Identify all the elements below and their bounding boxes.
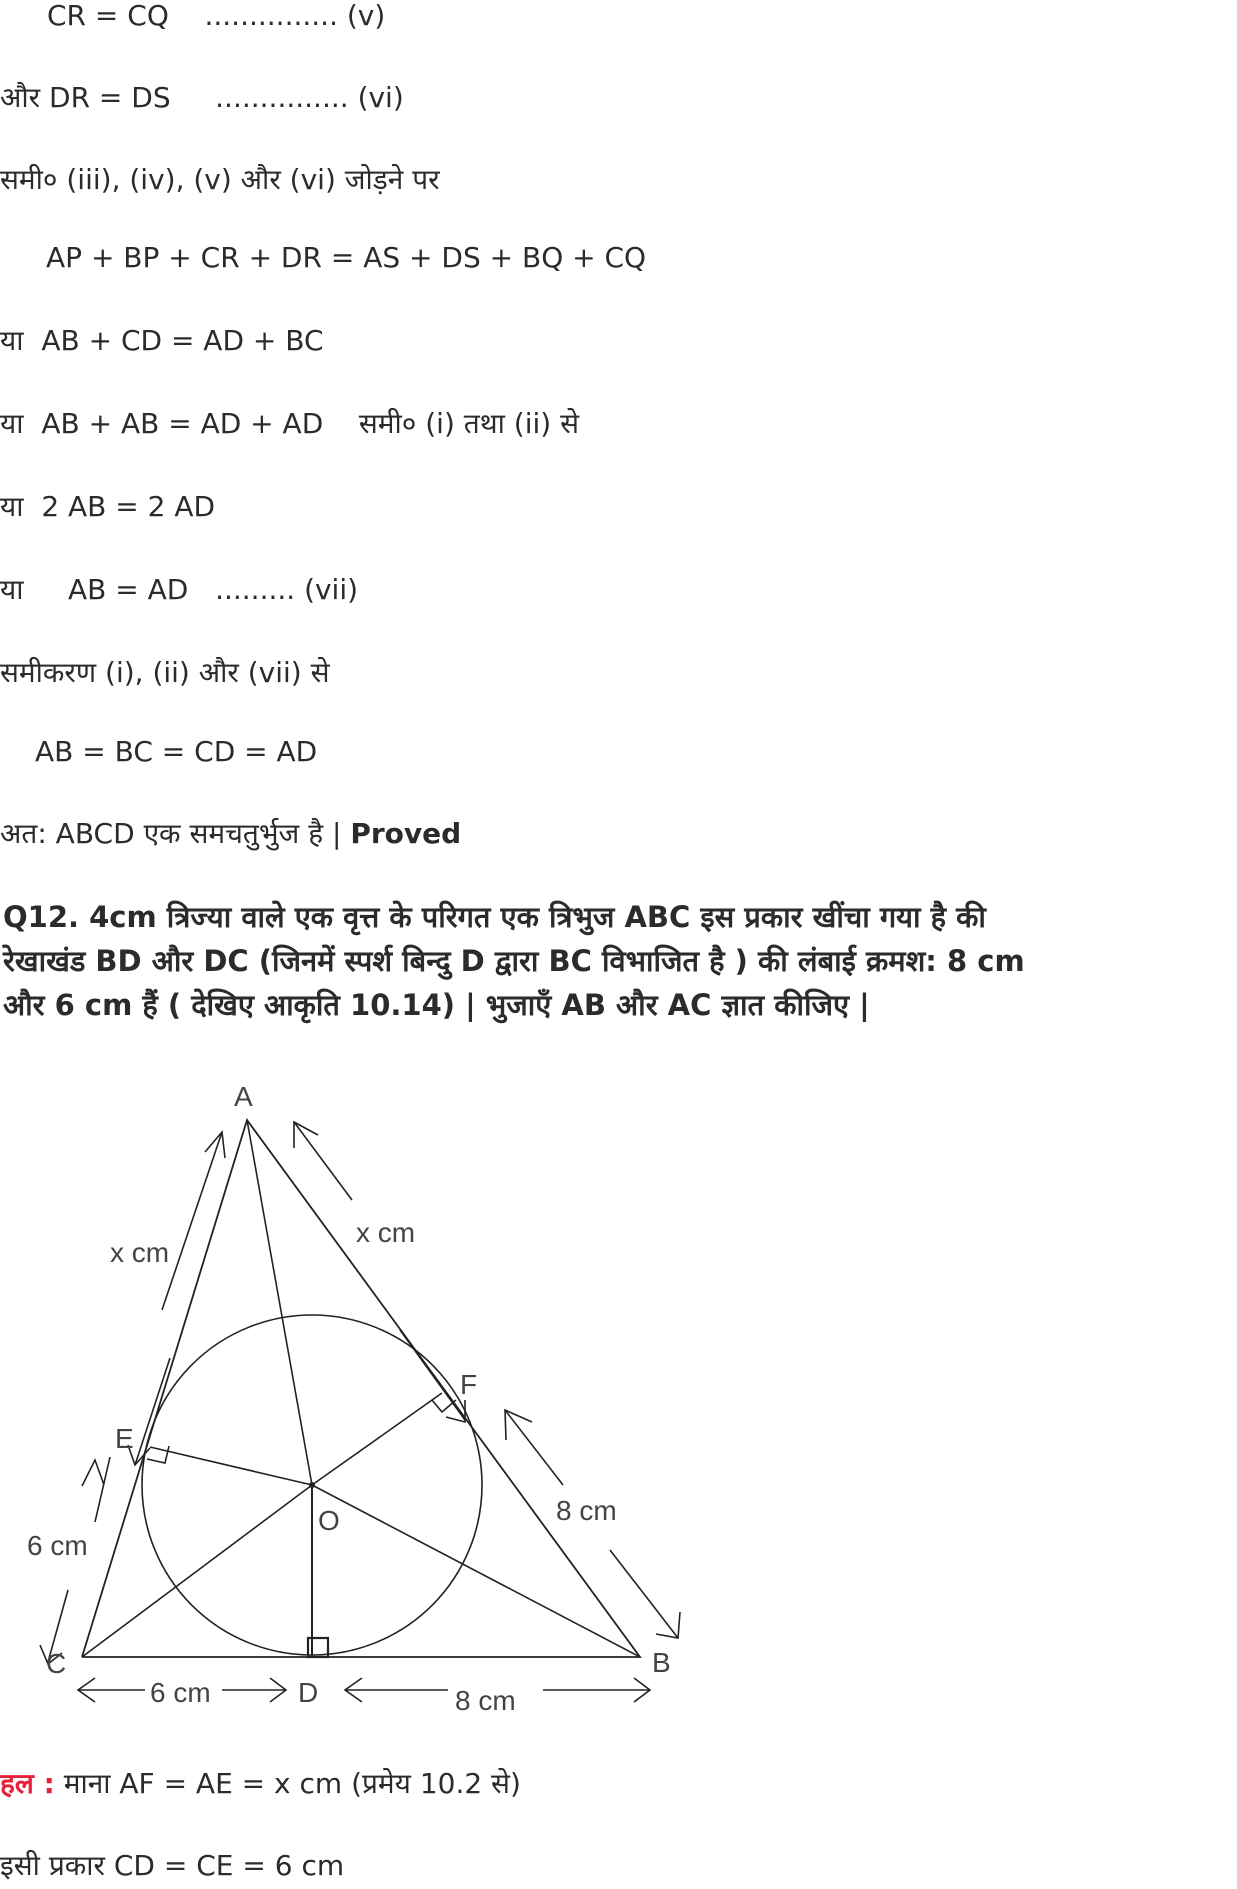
equation: 2 AB = 2 AD bbox=[41, 490, 216, 523]
prefix: या bbox=[0, 324, 24, 357]
point-label-f: F bbox=[460, 1369, 478, 1400]
measure-bf: 8 cm bbox=[556, 1495, 617, 1526]
point-label-d: D bbox=[298, 1677, 319, 1708]
prefix: या bbox=[0, 407, 24, 440]
equation-note: समी० (i) तथा (ii) से bbox=[358, 407, 580, 440]
solution-label: हल : bbox=[0, 1767, 55, 1800]
triangle-abc bbox=[82, 1120, 640, 1657]
prefix: या bbox=[0, 490, 24, 523]
proof-line-ab-cd bbox=[0, 324, 324, 357]
measure-af: x cm bbox=[356, 1217, 416, 1248]
proved-label: Proved bbox=[350, 817, 462, 850]
question-line-1: Q12. 4cm त्रिज्या वाले एक वृत्त के परिगत एक त्रिभुज ABC इस प्रकार खींचा गया है की bbox=[3, 900, 986, 934]
equation: DR = DS bbox=[49, 81, 171, 114]
solution-line-2: इसी प्रकार CD = CE = 6 cm bbox=[0, 1849, 345, 1882]
vertex-label-c: C bbox=[46, 1648, 67, 1679]
equation-ref: ............... (vi) bbox=[215, 81, 404, 114]
center-point bbox=[309, 1482, 315, 1488]
vertex-label-a: A bbox=[234, 1081, 253, 1112]
proof-line-7 bbox=[0, 573, 359, 606]
question-line-2: रेखाखंड BD और DC (जिनमें स्पर्श बिन्दु D द्वारा BC विभाजित है ) की लंबाई क्रमश: 8 cm bbox=[3, 944, 1025, 978]
measure-cd: 6 cm bbox=[150, 1677, 211, 1708]
solution-text: माना AF = AE = x cm (प्रमेय 10.2 से) bbox=[63, 1767, 521, 1800]
equation-ref: ......... (vii) bbox=[215, 573, 359, 606]
vertex-label-b: B bbox=[652, 1647, 671, 1678]
measure-bd: 8 cm bbox=[455, 1685, 516, 1716]
equation-ref: ............... (v) bbox=[204, 0, 386, 32]
proof-line-6 bbox=[0, 81, 404, 114]
equation: AB + CD = AD + BC bbox=[41, 324, 324, 357]
figure-10-14 bbox=[0, 1060, 720, 1720]
measure-ae: x cm bbox=[110, 1237, 170, 1268]
question-line-3: और 6 cm हैं ( देखिए आकृति 10.14) | भुजाएँ AB और AC ज्ञात कीजिए | bbox=[3, 988, 870, 1022]
center-label-o: O bbox=[318, 1505, 340, 1536]
equation: AB = AD bbox=[68, 573, 189, 606]
solution-line-1 bbox=[0, 1767, 521, 1800]
proof-line-5 bbox=[47, 2, 385, 30]
proof-line-sum-eq: AP + BP + CR + DR = AS + DS + BQ + CQ bbox=[46, 241, 647, 274]
prefix: या bbox=[0, 573, 24, 606]
conclusion-text: अत: ABCD एक समचतुर्भुज है | bbox=[0, 817, 342, 850]
prefix: और bbox=[0, 81, 41, 114]
equation: AB + AB = AD + AD bbox=[41, 407, 324, 440]
proof-line-2ab bbox=[0, 490, 216, 523]
measure-ce: 6 cm bbox=[27, 1530, 88, 1561]
equation: CR = CQ bbox=[47, 0, 169, 32]
proof-line-sum: समी० (iii), (iv), (v) और (vi) जोड़ने पर bbox=[0, 163, 440, 196]
point-label-e: E bbox=[115, 1423, 134, 1454]
proof-line-ab-ab bbox=[0, 407, 580, 440]
proof-conclusion bbox=[0, 817, 462, 850]
proof-line-all-equal: AB = BC = CD = AD bbox=[35, 735, 318, 768]
proof-line-from: समीकरण (i), (ii) और (vii) से bbox=[0, 656, 330, 689]
